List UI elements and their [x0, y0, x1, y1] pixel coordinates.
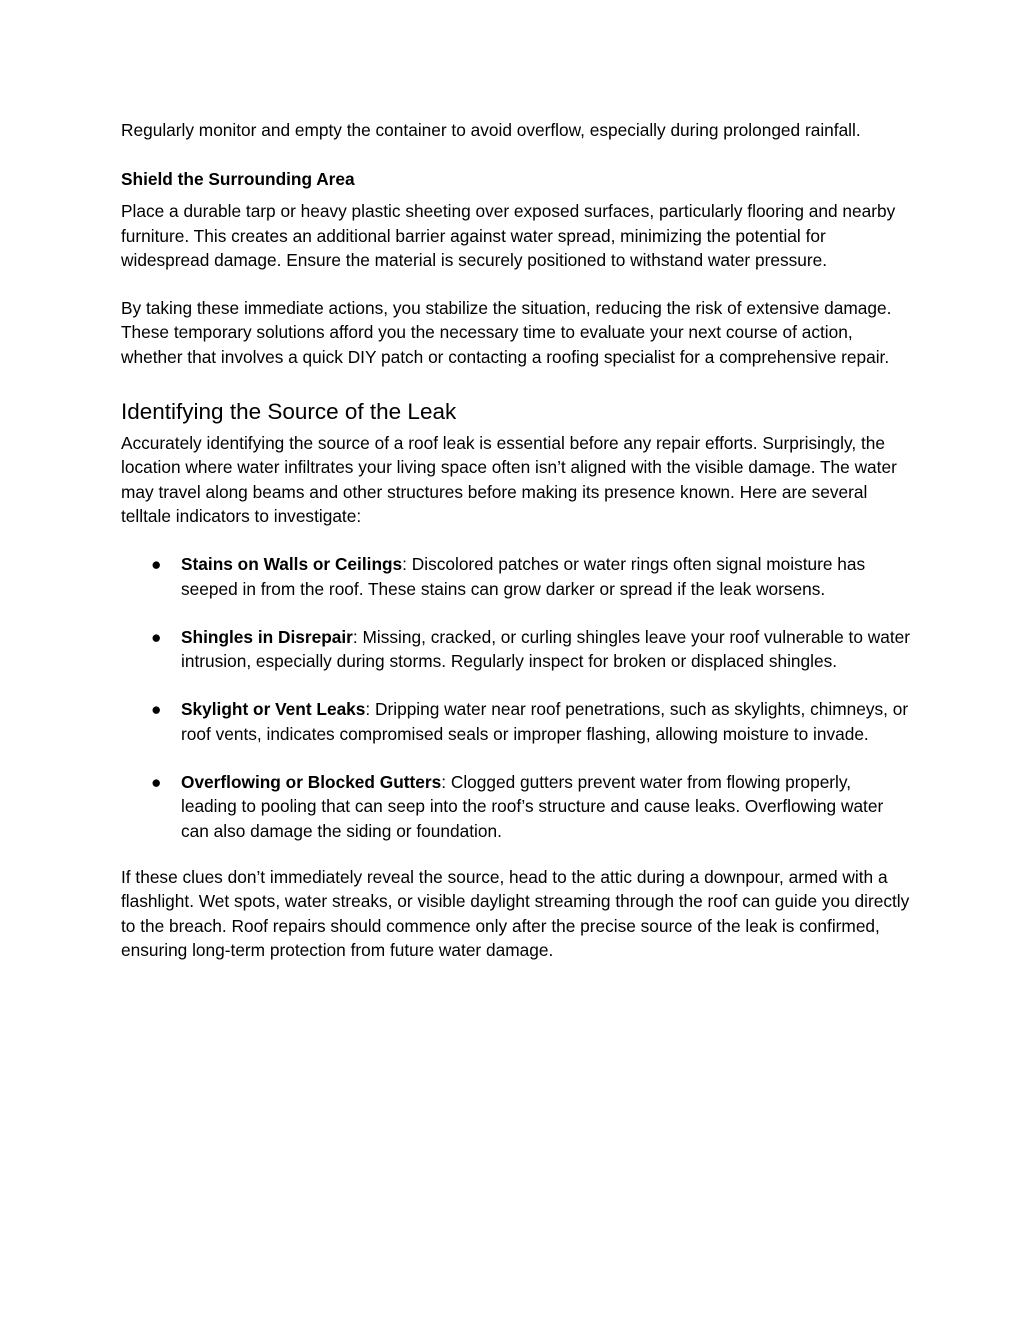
list-item [121, 625, 911, 674]
list-item [121, 552, 911, 601]
shield-body: Place a durable tarp or heavy plastic sheeting over exposed surfaces, particularly flooring and nearby furniture. This creates an additional barrier against water spread, minimizing the potential for widespread damage. Ensure the material is securely positioned to withstand water pressure. [121, 201, 896, 270]
bullet-icon: ● [151, 772, 162, 793]
bullet-icon: ● [151, 626, 162, 647]
list-item-text: : Clogged gutters prevent water from flowing properly, leading to pooling that can seep into the roof’s structure and cause leaks. Overflowing water can also damage the siding or foundation. [181, 772, 884, 841]
list-item [121, 697, 911, 746]
identify-intro: Accurately identifying the source of a roof leak is essential before any repair efforts. Surprisingly, the location where water infiltrates your living space often isn’t aligned with the visible damage. The water may travel along beams and other structures before making its presence known. Here are several telltale indicators to investigate: [121, 433, 897, 526]
list-item [121, 770, 911, 843]
list-item-term: Overflowing or Blocked Gutters [181, 772, 442, 793]
bullet-icon: ● [151, 554, 162, 575]
document-page [121, 118, 911, 962]
indicator-list [121, 552, 911, 843]
summary-paragraph: By taking these immediate actions, you stabilize the situation, reducing the risk of extensive damage. These temporary solutions afford you the necessary time to evaluate your next course of action, whether that involves a quick DIY patch or contacting a roofing specialist for a comprehensive repair. [121, 298, 892, 367]
list-item-term: Skylight or Vent Leaks [181, 699, 366, 720]
identify-heading: Identifying the Source of the Leak [121, 399, 457, 425]
list-item-term: Stains on Walls or Ceilings [181, 554, 403, 575]
list-item-text: : Dripping water near roof penetrations, such as skylights, chimneys, or roof vents, indicates compromised seals or improper flashing, allowing moisture to invade. [181, 699, 909, 744]
list-item-term: Shingles in Disrepair [181, 626, 353, 647]
bullet-icon: ● [151, 699, 162, 720]
list-item-text: : Missing, cracked, or curling shingles leave your roof vulnerable to water intrusion, especially during storms. Regularly inspect for broken or displaced shingles. [181, 626, 911, 672]
closing-paragraph: If these clues don’t immediately reveal the source, head to the attic during a downpour, armed with a flashlight. Wet spots, water streaks, or visible daylight streaming through the roof can guide you directly to the breach. Roof repairs should commence only after the precise source of the leak is confirmed, ensuring long-term protection from future water damage. [121, 866, 910, 960]
shield-heading: Shield the Surrounding Area [121, 169, 355, 190]
intro-paragraph: Regularly monitor and empty the container to avoid overflow, especially during prolonged rainfall. [121, 120, 861, 140]
list-item-text: : Discolored patches or water rings often signal moisture has seeped in from the roof. These stains can grow darker or spread if the leak worsens. [181, 554, 866, 599]
